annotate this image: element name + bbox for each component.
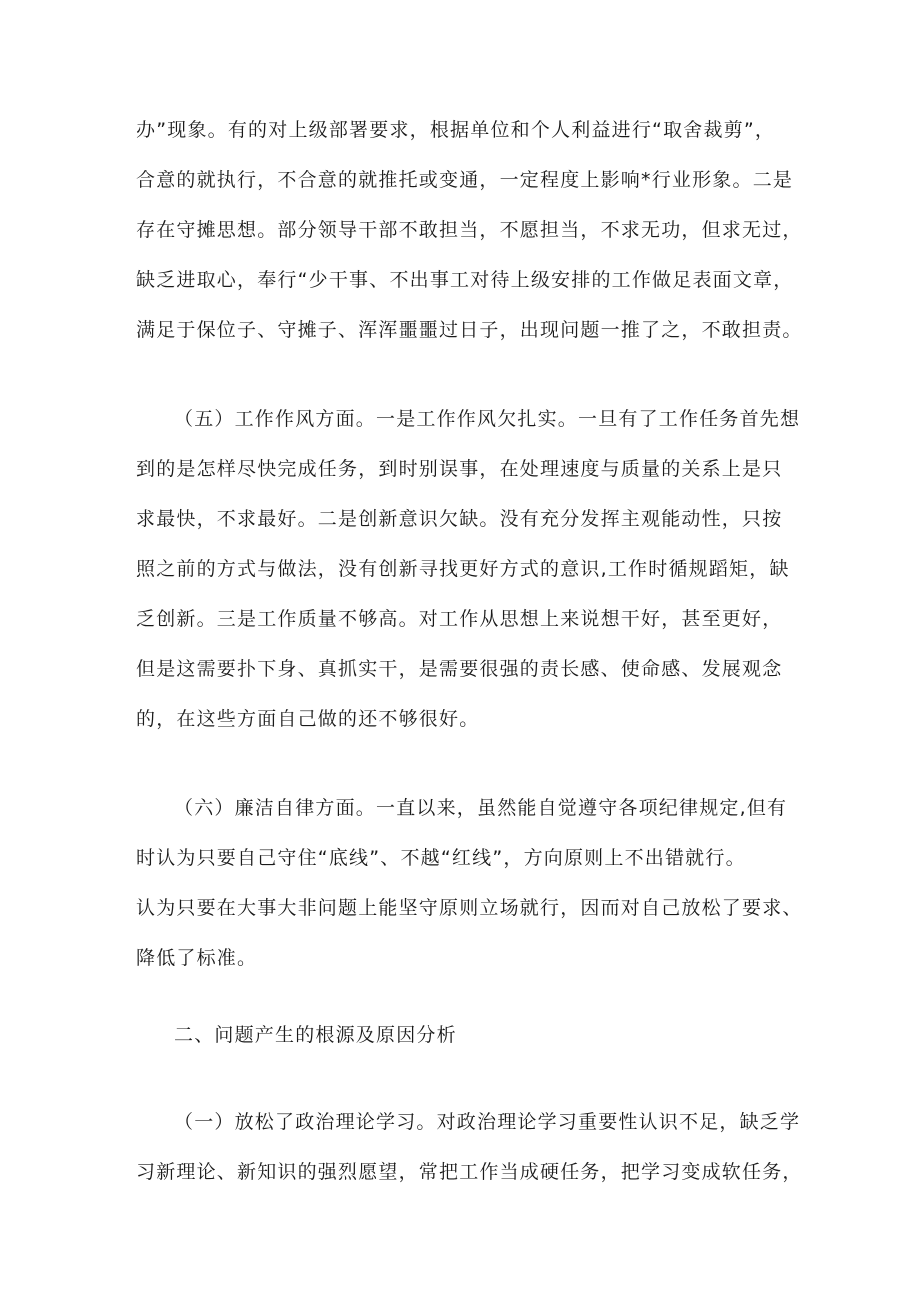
text-line: 满足于保位子、守摊子、浑浑噩噩过日子，出现问题一推了之，不敢担责。 bbox=[136, 319, 803, 341]
text-line: 求最快，不求最好。二是创新意识欠缺。没有充分发挥主观能动性，只按 bbox=[136, 508, 783, 530]
text-line: 到的是怎样尽快完成任务，到时别误事，在处理速度与质量的关系上是只 bbox=[136, 458, 783, 480]
text-line: 合意的就执行，不合意的就推托或变通，一定程度上影响*行业形象。二是 bbox=[136, 169, 794, 191]
text-line: 的，在这些方面自己做的还不够很好。 bbox=[136, 708, 480, 730]
section-heading: 二、问题产生的根源及原因分析 bbox=[174, 1024, 457, 1046]
text-line: 办”现象。有的对上级部署要求，根据单位和个人利益进行“取舍裁剪”， bbox=[136, 119, 776, 141]
text-line: （六）廉洁自律方面。一直以来，虽然能自觉遵守各项纪律规定,但有 bbox=[174, 797, 788, 819]
text-line: 缺乏进取心，奉行“少干事、不出事工对待上级安排的工作做足表面文章， bbox=[136, 269, 794, 291]
text-line: （一）放松了政治理论学习。对政治理论学习重要性认识不足，缺乏学 bbox=[174, 1111, 801, 1133]
text-line: 照之前的方式与做法，没有创新寻找更好方式的意识,工作时循规蹈矩，缺 bbox=[136, 558, 790, 580]
text-line: 认为只要在大事大非问题上能坚守原则立场就行，因而对自己放松了要求、 bbox=[136, 897, 803, 919]
text-line: 时认为只要自己守住“底线”、不越“红线”，方向原则上不出错就行。 bbox=[136, 847, 746, 869]
text-line: （五）工作作风方面。一是工作作风欠扎实。一旦有了工作任务首先想 bbox=[174, 408, 801, 430]
text-line: 但是这需要扑下身、真抓实干，是需要很强的责长感、使命感、发展观念 bbox=[136, 658, 783, 680]
text-line: 乏创新。三是工作质量不够高。对工作从思想上来说想干好，甚至更好， bbox=[136, 608, 783, 630]
text-line: 习新理论、新知识的强烈愿望，常把工作当成硬任务，把学习变成软任务， bbox=[136, 1161, 803, 1183]
text-line: 降低了标准。 bbox=[136, 947, 258, 969]
text-line: 存在守摊思想。部分领导干部不敢担当，不愿担当，不求无功，但求无过， bbox=[136, 219, 803, 241]
